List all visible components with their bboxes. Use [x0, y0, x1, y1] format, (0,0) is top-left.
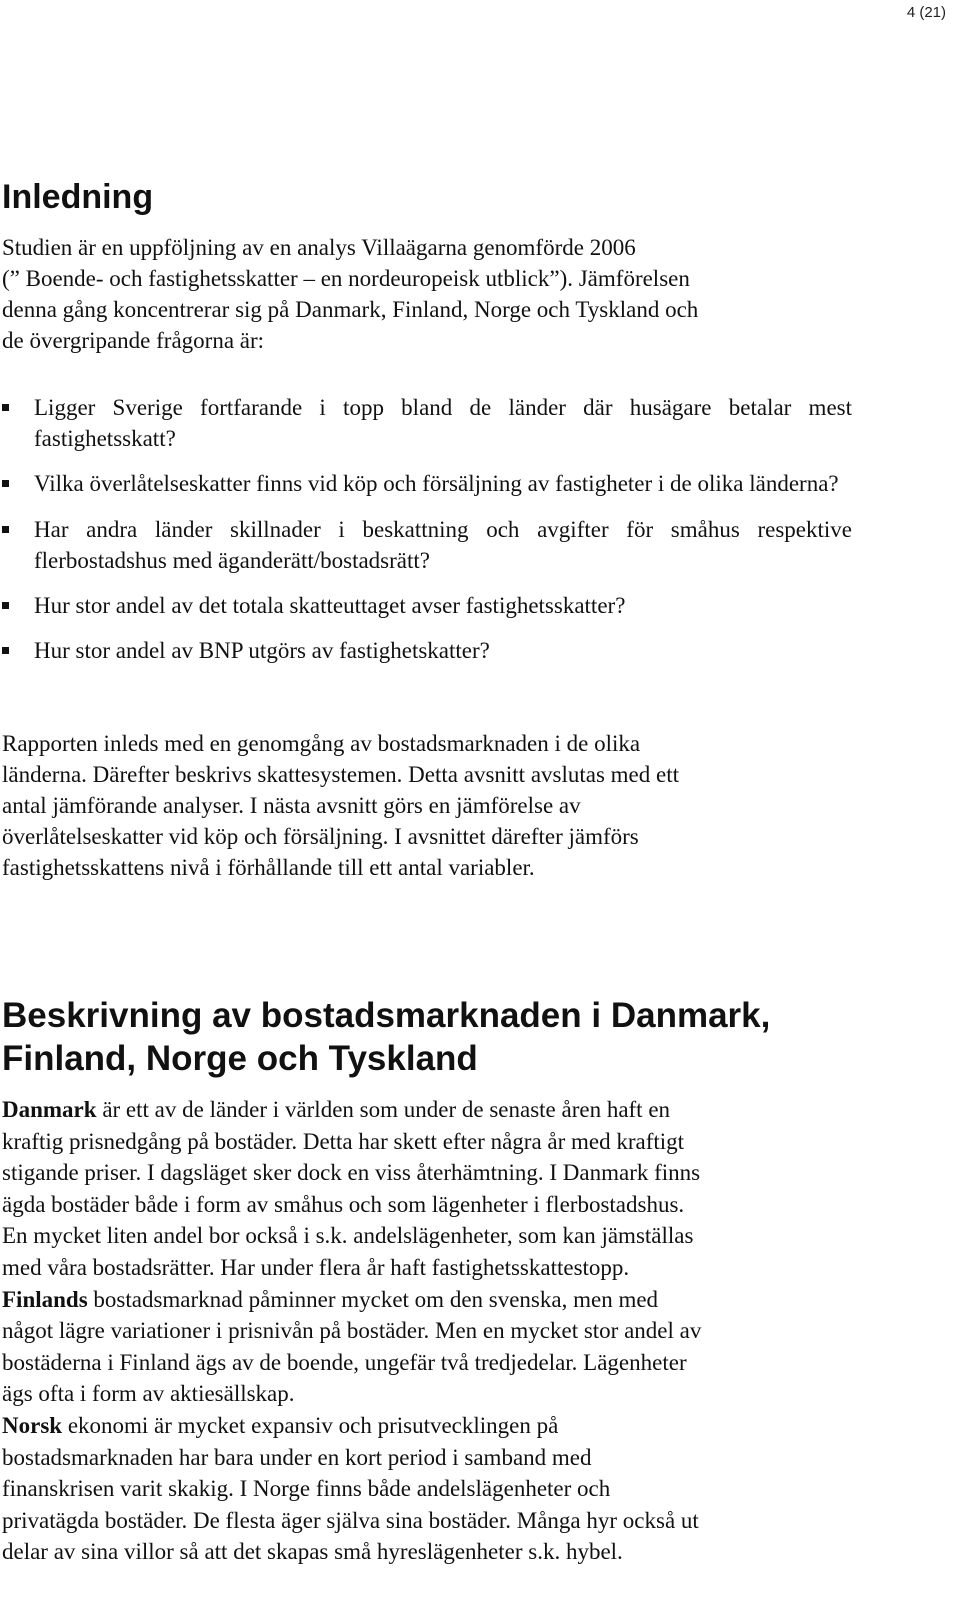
question-item [2, 468, 852, 499]
question-text: Har andra länder skillnader i beskattning och avgifter för småhus respektive flerbostadshus med äganderätt/bostadsrätt? [34, 517, 852, 573]
page-number: 4 (21) [906, 4, 946, 21]
norway-line: bostadsmarknaden har bara under en kort period i samband med [2, 1444, 592, 1470]
question-item [2, 635, 852, 666]
summary-line: länderna. Därefter beskrivs skattesystemen. Detta avsnitt avslutas med ett [2, 762, 680, 787]
question-text: Hur stor andel av det totala skatteuttaget avser fastighetsskatter? [34, 593, 626, 618]
square-bullet-icon [2, 602, 9, 609]
question-item [2, 590, 852, 621]
square-bullet-icon [2, 404, 9, 411]
denmark-label: Danmark [2, 1097, 97, 1122]
finland-line: bostäderna i Finland ägs av de boende, ungefär två tredjedelar. Lägenheter [2, 1349, 687, 1375]
intro-section [2, 177, 153, 217]
market-heading [2, 994, 770, 1080]
finland-label: Finlands [2, 1286, 88, 1312]
question-item [2, 514, 852, 576]
summary-paragraph [2, 728, 679, 883]
intro-line: Studien är en uppföljning av en analys Villaägarna genomförde 2006 [2, 235, 636, 260]
norway-line: privatägda bostäder. De flesta äger själva sina bostäder. Många hyr också ut [2, 1507, 699, 1533]
square-bullet-icon [2, 526, 9, 533]
norway-line: finanskrisen varit skakig. I Norge finns både andelslägenheter och [2, 1476, 611, 1502]
denmark-line: stigande priser. I dagsläget sker dock en viss återhämtning. I Danmark finns [2, 1160, 701, 1186]
question-list-container [2, 392, 852, 666]
question-text: Vilka överlåtelseskatter finns vid köp och försäljning av fastigheter i de olika länderna? [34, 471, 839, 496]
intro-line: de övergripande frågorna är: [2, 328, 265, 353]
intro-line: (” Boende- och fastighetsskatter – en nordeuropeisk utblick”). Jämförelsen [2, 266, 690, 291]
finland-text: bostadsmarknad påminner mycket om den svenska, men med [87, 1286, 659, 1312]
intro-line: denna gång koncentrerar sig på Danmark, Finland, Norge och Tyskland och [2, 297, 699, 322]
summary-line: överlåtelseskatter vid köp och försäljning. I avsnittet därefter jämförs [2, 824, 639, 849]
summary-line: Rapporten inleds med en genomgång av bostadsmarknaden i de olika [2, 731, 641, 756]
square-bullet-icon [2, 480, 9, 487]
intro-heading: Inledning [2, 178, 154, 216]
denmark-line: kraftig prisnedgång på bostäder. Detta har skett efter några år med kraftigt [2, 1128, 685, 1154]
norway-line [2, 1410, 701, 1442]
question-text: Ligger Sverige fortfarande i topp bland de länder där husägare betalar mest fastighetsskatt? [34, 395, 852, 451]
finland-line: ägs ofta i form av aktiesällskap. [2, 1381, 295, 1407]
norway-label: Norsk [2, 1412, 63, 1438]
market-heading-line: Finland, Norge och Tyskland [2, 1039, 478, 1078]
question-list [2, 392, 852, 666]
question-text: Hur stor andel av BNP utgörs av fastighetskatter? [34, 638, 490, 663]
norway-line: delar av sina villor så att det skapas små hyreslägenheter s.k. hybel. [2, 1539, 623, 1565]
intro-paragraph [2, 232, 698, 356]
denmark-line: med våra bostadsrätter. Har under flera år haft fastighetsskattestopp. [2, 1254, 630, 1280]
norway-text: ekonomi är mycket expansiv och prisutvecklingen på [62, 1412, 559, 1438]
market-body [2, 1094, 701, 1568]
denmark-line: ägda bostäder både i form av småhus och som lägenheter i flerbostadshus. [2, 1191, 685, 1217]
finland-line: något lägre variationer i prisnivån på bostäder. Men en mycket stor andel av [2, 1318, 702, 1344]
summary-line: fastighetsskattens nivå i förhållande till ett antal variabler. [2, 855, 535, 880]
market-heading-block [2, 994, 770, 1080]
denmark-text: är ett av de länder i världen som under de senaste åren haft en [96, 1097, 671, 1122]
denmark-line [2, 1094, 701, 1126]
summary-line: antal jämförande analyser. I nästa avsnitt görs en jämförelse av [2, 793, 581, 818]
square-bullet-icon [2, 647, 9, 654]
question-item [2, 392, 852, 454]
denmark-line: En mycket liten andel bor också i s.k. andelslägenheter, som kan jämställas [2, 1223, 694, 1249]
finland-line [2, 1284, 701, 1316]
market-heading-line: Beskrivning av bostadsmarknaden i Danmark, [2, 996, 771, 1035]
